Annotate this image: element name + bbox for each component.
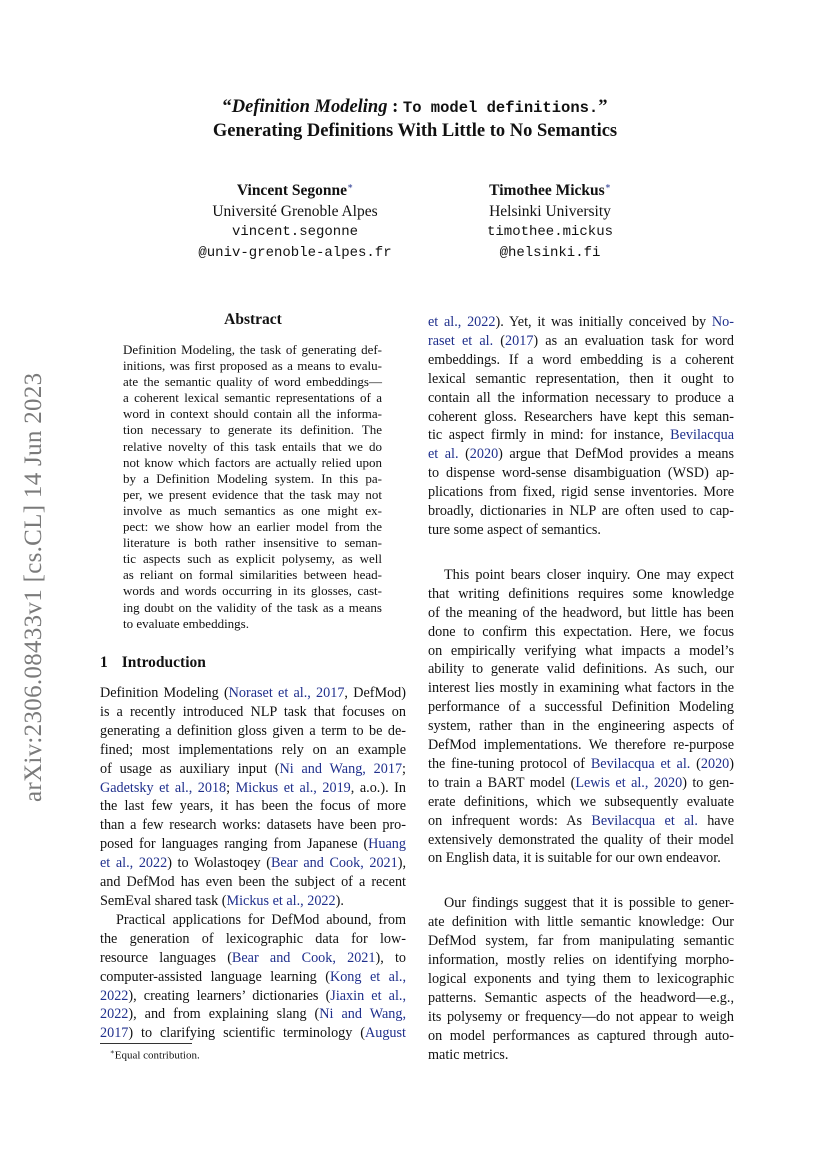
abstract-line: as reliant on formal similarities between head- [123,567,382,583]
text-line [428,849,734,868]
text-line [428,483,734,502]
citation-link[interactable]: et al., 2022 [428,314,496,330]
citation-link[interactable]: 2017 [100,1025,129,1042]
text-line [428,502,734,521]
title-close-quote: ” [598,97,608,117]
text-line [100,816,406,835]
author-email-line-2: @helsinki.fi [499,245,601,262]
text-run: ) to gen- [682,774,735,791]
title-italic-part: Definition Modeling [231,97,388,117]
text-run: the fine-tuning protocol of [428,755,591,772]
text-line [100,892,406,911]
abstract-line: relative novelty of this task entails that we do [123,438,382,454]
text-line [100,911,406,930]
author-email-line-1: vincent.segonne [231,224,359,241]
text-line [100,760,406,779]
text-line [100,854,406,873]
abstract-line: to evaluate embeddings. [123,615,249,631]
abstract-line: not know which factors are actually relied upon [123,454,382,470]
text-run: on empirically verifying what impacts a model’s [428,642,734,659]
abstract-line: initions, was first proposed as a means to evalu- [123,358,382,374]
text-run: on model performances as captured through auto- [428,1027,734,1044]
abstract-line: word in context should contain all the informa- [123,406,382,422]
text-run: broadly, dictionaries in NLP are often used to cap- [428,503,734,520]
text-run: plications from fixed, rigid sense inventories. More [428,484,734,501]
text-line [428,370,734,389]
text-run: embeddings. If a word embedding is a coherent [428,351,734,368]
text-line [428,951,734,970]
text-run: posed for languages ranging from Japanese ( [100,836,369,853]
text-run: extensively demonstrated the quality of their model [428,831,734,848]
text-run: fined; most implementations rely on an example [100,741,406,758]
abstract-heading: Abstract [224,311,282,328]
text-run: ), to [375,949,406,966]
citation-link[interactable]: Huang [368,836,406,853]
author-email-line-2: @univ-grenoble-alpes.fr [198,245,392,262]
text-line [428,679,734,698]
text-line [100,779,406,798]
author-name: Timothee Mickus [489,182,605,200]
title-mono-part: To model definitions. [402,99,599,117]
text-run: than a few research works: datasets have been pro- [100,817,406,834]
text-run: erate definitions, which we subsequently evaluate [428,793,734,810]
title-line-2: Generating Definitions With Little to No Semantics [212,121,618,141]
footnote-divider [100,1043,192,1044]
citation-link[interactable]: Mickus et al., 2022 [226,892,336,909]
text-run: computer-assisted language learning ( [100,968,330,985]
text-run: ). Yet, it was initially conceived by [495,314,712,330]
text-run: of the meaning of the headword, but little has been [428,604,734,621]
text-run: ( [690,755,701,772]
abstract-line: literature is both rather insensitive to seman- [123,535,382,551]
paper-title [100,96,730,143]
footnote-mark: ∗ [110,1048,115,1056]
text-line [428,717,734,736]
citation-link[interactable]: Bevilacqua et al. [591,812,698,829]
text-run: logical exponents and tying them to lexicographic [428,971,734,987]
text-run: to train a BART model ( [428,774,576,791]
abstract-line: tic aspects such as explicit polysemy, as well [123,551,382,567]
text-run: ( [458,446,470,463]
abstract-line: ate the semantic quality of word embeddings— [123,374,382,390]
text-run: patterns. Semantic aspects of the headword—e.g., [428,989,734,1006]
text-line [428,660,734,679]
section-title: Introduction [121,654,206,671]
text-line [100,930,406,949]
text-run: the last few years, it has been the focus of more [100,798,406,815]
equal-contribution-mark: ∗ [604,181,611,191]
text-line [428,313,734,332]
text-run: ) as an evaluation task for word [533,332,734,349]
abstract-line: words and words occurring in its glosses, cast- [123,583,382,599]
abstract-line: per, we present evidence that the task may not [123,486,382,502]
text-run: to dispense word-sense disambiguation (WSD) ap- [428,465,734,482]
text-run: ; [226,779,236,796]
text-line [428,812,734,831]
text-line [428,793,734,812]
text-run: , DefMod) [344,685,406,701]
paragraph-gap [428,868,734,894]
citation-link[interactable]: Bear and Cook, 2021 [231,949,376,966]
text-line [100,722,406,741]
text-run: ; [402,760,406,777]
text-line [428,585,734,604]
title-open-quote: “ [222,97,232,117]
text-line [428,332,734,351]
abstract-body [123,342,382,632]
text-run: Our findings suggest that it is possible to gener- [444,895,734,912]
citation-link[interactable]: 2020 [469,446,499,463]
text-run: of usage as auxiliary input ( [100,760,280,777]
citation-link[interactable]: et al. [428,446,459,463]
text-line [428,445,734,464]
text-line [428,464,734,483]
citation-link[interactable]: 2022 [100,987,129,1004]
footnote [110,1048,200,1062]
text-run: performance of a successful Definition Modeling [428,699,734,716]
text-run: tic aspect firmly in mind: for instance, [428,427,671,444]
text-line [428,755,734,774]
citation-link[interactable]: Bevilacqua [670,427,734,444]
text-line [428,932,734,951]
text-line [428,566,734,585]
citation-link[interactable]: No- [711,314,734,330]
text-run: matic metrics. [428,1046,509,1063]
text-run: ), creating learners’ dictionaries ( [128,987,331,1004]
text-run: have [697,812,734,829]
citation-link[interactable]: August [365,1025,406,1042]
citation-link[interactable]: et al., 2022 [100,855,168,872]
text-run: ( [493,332,506,349]
author-email-line-1: timothee.mickus [486,224,614,241]
text-run: ture some aspect of semantics. [428,521,601,538]
text-run: interest lies mostly in examining what factors in the [428,680,734,697]
text-line [428,408,734,427]
text-run: and DefMod has even been the subject of a recent [100,874,406,891]
text-run: its polysemy or frequency—do not appear to weigh [428,1008,734,1025]
text-run: DefMod system, far from manipulating semantic [428,933,734,950]
text-run: ), and from explaining slang ( [128,1006,320,1023]
text-run: Practical applications for DefMod abound, from [116,911,406,928]
citation-link[interactable]: Kong et al., [329,968,406,985]
text-line [100,703,406,722]
text-line [428,623,734,642]
text-run: ate definition with little semantic knowledge: Our [428,914,734,931]
text-line [428,989,734,1008]
text-run: ), [397,855,407,872]
text-line [100,1024,406,1043]
section-heading-introduction [100,654,206,672]
abstract-line: tion necessary to generate its definition. The [123,422,382,438]
citation-link[interactable]: Ni and Wang, [319,1006,406,1023]
text-run: ability to generate valid definitions. As such, our [428,661,734,678]
abstract-line: Definition Modeling, the task of generating def- [123,342,382,357]
text-line [428,426,734,445]
arxiv-side-stamp: arXiv:2306.08433v1 [cs.CL] 14 Jun 2023 [20,372,47,802]
text-line [100,1005,406,1024]
text-run: the generation of lexicographic data for low- [100,930,406,947]
text-line [428,698,734,717]
text-run: on English data, it is suitable for our own endeavor. [428,850,721,867]
text-line [428,1046,734,1065]
citation-link[interactable]: 2020 [700,755,730,772]
text-run: , a.o.). In [350,779,406,796]
abstract-line: a coherent lexical semantic representations of a [123,390,382,406]
text-line [428,774,734,793]
citation-link[interactable]: Mickus et al., 2019 [235,779,351,796]
citation-link[interactable]: Noraset et al., 2017 [228,685,345,701]
text-line [428,1008,734,1027]
text-run: This point bears closer inquiry. One may expect [444,566,734,583]
text-run: coherent gloss. Researchers have kept this seman- [428,408,734,425]
author-block-2 [425,176,675,264]
author-affiliation: Helsinki University [489,203,611,221]
abstract-line: involve as much semantics as one might ex- [123,502,382,518]
citation-link[interactable]: Bevilacqua et al. [590,755,691,772]
text-run: ) to clarifying scientific terminology ( [128,1025,365,1042]
text-run: resource languages ( [100,949,232,966]
text-run: on infrequent words: As [428,812,592,829]
author-name: Vincent Segonne [236,182,347,200]
abstract-line: by a Definition Modeling system. In this pa- [123,470,382,486]
text-run: contain all the information necessary to produce a [428,389,734,406]
text-line [428,521,734,540]
citation-link[interactable]: Jiaxin et al., [330,987,406,1004]
text-line [428,913,734,932]
paragraph-gap [428,540,734,566]
citation-link[interactable]: raset et al. [428,332,494,349]
text-line [428,1027,734,1046]
citation-link[interactable]: Bear and Cook, 2021 [270,855,398,872]
text-run: ). [335,892,344,909]
text-run: ) [729,755,734,772]
text-line [100,873,406,892]
right-column-body [428,313,734,1065]
abstract-line: ing doubt on the validity of the task as a means [123,599,382,615]
text-line [100,741,406,760]
left-column-body [100,684,406,1043]
text-run: lexical semantic representation, then it ought to [428,370,734,387]
text-line [428,894,734,913]
text-line [100,684,406,703]
text-line [100,835,406,854]
text-line [100,949,406,968]
text-run: system, rather than in the engineering aspects of [428,718,734,735]
citation-link[interactable]: Ni and Wang, 2017 [279,760,403,777]
footnote-text: Equal contribution. [114,1049,200,1062]
text-run: Definition Modeling ( [100,685,229,701]
text-run: SemEval shared task ( [100,892,227,909]
author-block-1 [170,176,420,264]
text-run: done to confirm this expectation. Here, we focus [428,623,734,640]
text-run: ) argue that DefMod provides a means [498,446,734,463]
citation-link[interactable]: Gadetsky et al., 2018 [100,779,227,796]
citation-link[interactable]: Lewis et al., 2020 [575,774,683,791]
text-run: generating a definition gloss given a term to be de- [100,722,406,739]
text-line [428,831,734,850]
title-separator: : [387,97,403,117]
text-line [428,736,734,755]
text-run: information, mostly relies on identifying morpho- [428,952,734,969]
section-number: 1 [100,654,108,671]
text-line [428,604,734,623]
text-line [428,389,734,408]
citation-link[interactable]: 2017 [505,332,534,349]
text-line [428,351,734,370]
text-run: DefMod implementations. We therefore re-purpose [428,737,734,754]
text-line [100,987,406,1006]
text-run: is a recently introduced NLP task that focuses on [100,703,406,720]
text-line [100,797,406,816]
text-line [100,968,406,987]
equal-contribution-mark: ∗ [346,181,354,191]
text-line [428,642,734,661]
title-line-1 [100,96,730,120]
text-line [428,970,734,989]
abstract-line: pect: we show how an earlier model from the [123,519,382,535]
citation-link[interactable]: 2022 [100,1006,129,1023]
author-affiliation: Université Grenoble Alpes [212,203,378,221]
text-run: ) to Wolastoqey ( [167,855,271,872]
text-run: that writing definitions requires some knowledge [428,585,734,602]
